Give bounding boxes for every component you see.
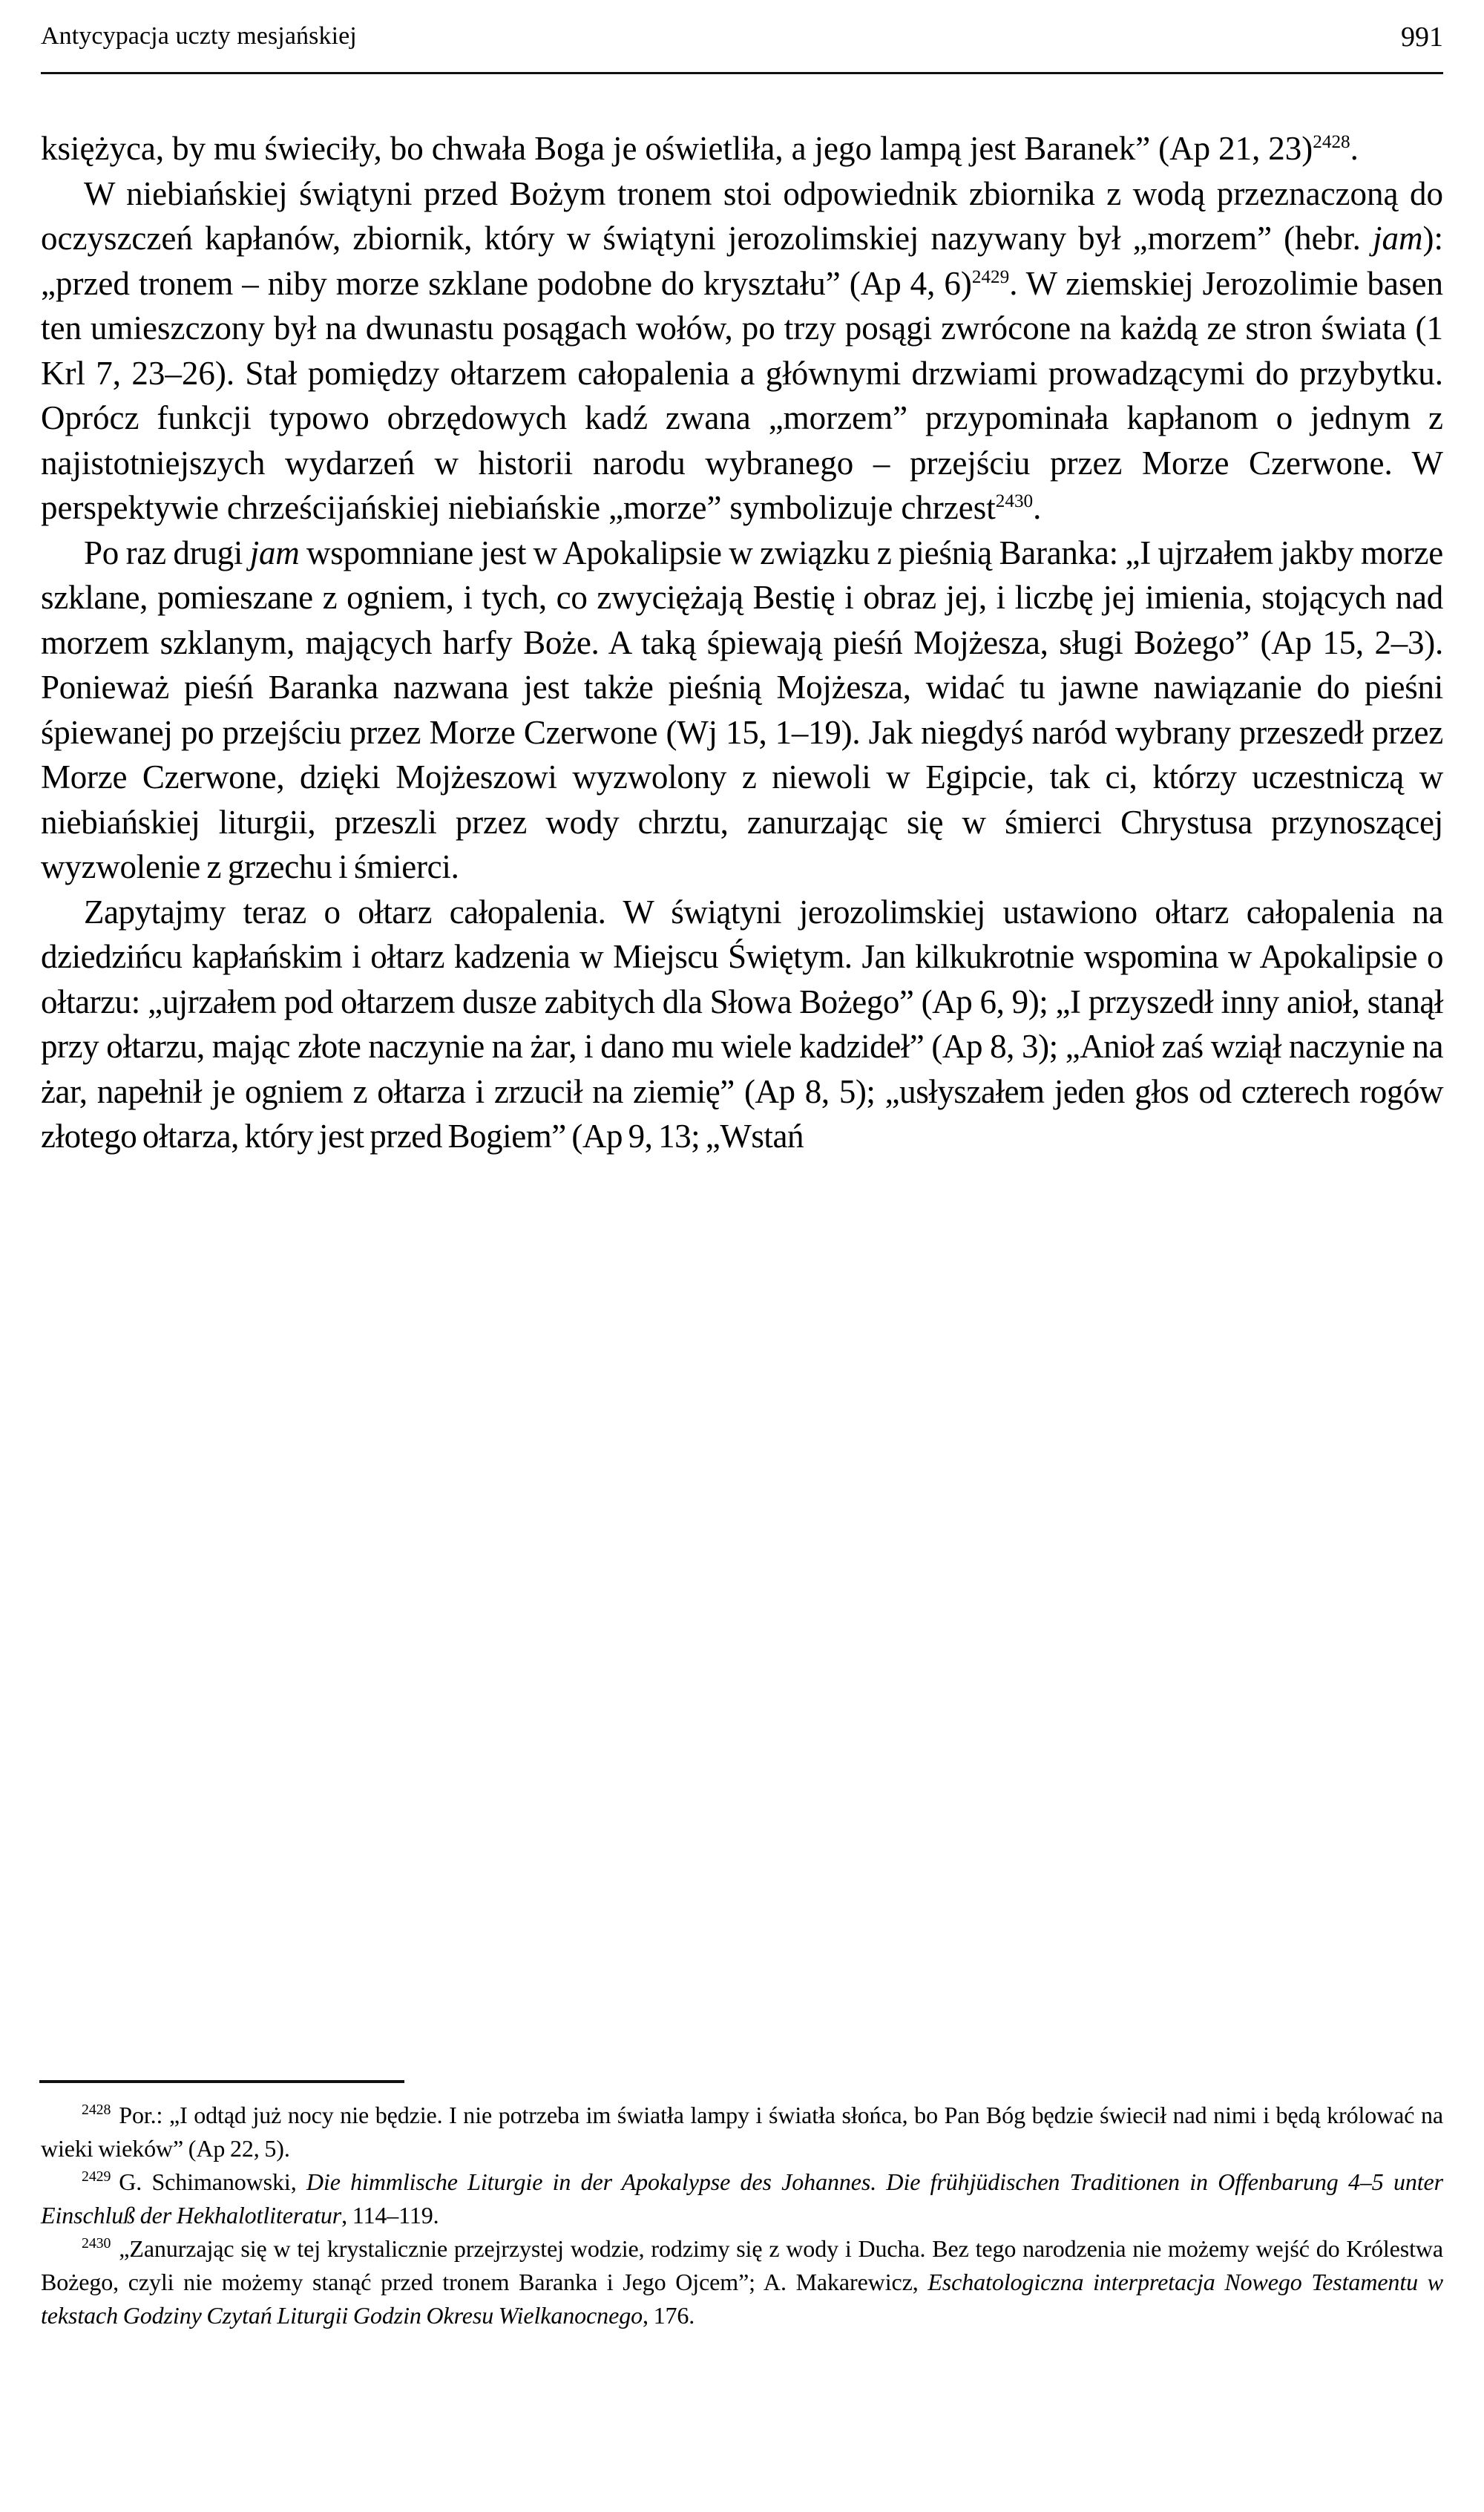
running-head — [41, 22, 1443, 68]
italic-title: jam — [249, 534, 300, 571]
italic-title: jam — [1373, 220, 1423, 257]
running-head-title: Antycypacja uczty mesjańskiej — [41, 22, 357, 50]
italic-title: Die himmlische Liturgie in der Apokalypse des Johannes. Die frühjüdischen Traditionen in Offenbarung 4–5 unter Einschluß der Hekhalotliteratur — [41, 2168, 1443, 2229]
paragraph: Po raz drugi jam wspomniane jest w Apokalipsie w związku z pieśnią Baranka: „I ujrzałem jakby morze szklane, pomieszane z ogniem, i tych, co zwyciężają Bestię i obraz jej, i liczbę jej imienia, stojących nad morzem szklanym, mających harfy Boże. A taką śpiewają pieśń Mojżesza, sługi Bożego” (Ap 15, 2–3). Ponieważ pieśń Baranka nazwana jest także pieśnią Mojżesza, widać tu jawne nawiązanie do pieśni śpiewanej po przejściu przez Morze Czerwone (Wj 15, 1–19). Jak niegdyś naród wybrany przeszedł przez Morze Czerwone, dzięki Mojżeszowi wyzwolony z niewoli w Egipcie, tak ci, którzy uczestniczą w niebiańskiej liturgii, przeszli przez wody chrztu, zanurzając się w śmierci Chrystusa przynoszącej wyzwolenie z grzechu i śmierci. — [41, 534, 1443, 885]
paragraph: Zapytajmy teraz o ołtarz całopalenia. W świątyni jerozolimskiej ustawiono ołtarz całopalenia na dziedzińcu kapłańskim i ołtarz kadzenia w Miejscu Świętym. Jan kilkukrotnie wspomina w Apokalipsie o ołtarzu: „ujrzałem pod ołtarzem dusze zabitych dla Słowa Bożego” (Ap 6, 9); „I przyszedł inny anioł, stanął przy ołtarzu, mając złote naczynie na żar, i dano mu wiele kadzideł” (Ap 8, 3); „Anioł zaś wziął naczynie na żar, napełnił je ogniem z ołtarza i zrzucił na ziemię” (Ap 8, 5); „usłyszałem jeden głos od czterech rogów złotego ołtarza, który jest przed Bogiem” (Ap 9, 13; „Wstań — [41, 893, 1443, 1155]
footnote-entry: $^{2428}$ Por.: „I odtąd już nocy nie będzie. I nie potrzeba im światła lampy i światła słońca, bo Pan Bóg będzie świecił nad nimi i będą królować na wieki wieków” (Ap 22, 5). — [41, 2102, 1443, 2162]
footnote-entry: $^{2429}$ G. Schimanowski, Die himmlische Liturgie in der Apokalypse des Johannes. Die frühjüdischen Traditionen in Offenbarung 4–5 unter Einschluß der Hekhalotliteratur, 114–119. — [41, 2168, 1443, 2229]
paragraph: W niebiańskiej świątyni przed Bożym tronem stoi odpowiednik zbiornika z wodą przeznaczoną do oczyszczeń kapłanów, zbiornik, który w świątyni jerozolimskiej nazywany był „morzem” (hebr. jam): „przed tronem – niby morze szklane podobne do kryształu” (Ap 4, 6)$^{2429}$. W ziemskiej Jerozolimie basen ten umieszczony był na dwunastu posągach wołów, po trzy posągi zwrócone na każdą ze stron świata (1 Krl 7, 23–26). Stał pomiędzy ołtarzem całopalenia a głównymi drzwiami prowadzącymi do przybytku. Oprócz funkcji typowo obrzędowych kadź zwana „morzem” przypominała kapłanom o jednym z najistotniejszych wydarzeń w historii narodu wybranego – przejściu przez Morze Czerwone. W perspektywie chrześcijańskiej niebiańskie „morze” symbolizuje chrzest$^{2430}$. — [41, 174, 1443, 526]
footnote-number: 2430 — [82, 2235, 111, 2252]
header-divider-rule — [41, 72, 1443, 74]
paragraph: księżyca, by mu świeciły, bo chwała Boga je oświetliła, a jego lampą jest Baranek” (Ap 21, 23)$^{2428}$. — [41, 130, 1359, 167]
footnote-separator-rule — [39, 2080, 404, 2083]
footnote-reference[interactable]: 2430 — [995, 491, 1034, 511]
footnote-reference[interactable]: 2428 — [1313, 132, 1350, 152]
footnote-entry: $^{2430}$ „Zanurzając się w tej krystalicznie przejrzystej wodzie, rodzimy się z wody i Ducha. Bez tego narodzenia nie możemy wejść do Królestwa Bożego, czyli nie możemy stanąć przed tronem Baranka i Jego Ojcem”; A. Makarewicz, Eschatologiczna interpretacja Nowego Testamentu w tekstach Godziny Czytań Liturgii Godzin Okresu Wielkanocnego, 176. — [41, 2235, 1443, 2329]
page-number: 991 — [1401, 22, 1443, 53]
footnote-number: 2428 — [82, 2102, 111, 2119]
footnote-reference[interactable]: 2429 — [971, 266, 1010, 287]
body-text-block — [41, 126, 1443, 1159]
italic-title: Eschatologiczna interpretacja Nowego Testamentu w tekstach Godziny Czytań Liturgii Godzin Okresu Wielkanocnego — [41, 2269, 1443, 2329]
footnote-number: 2429 — [82, 2168, 111, 2185]
footnote-block — [41, 2099, 1443, 2332]
